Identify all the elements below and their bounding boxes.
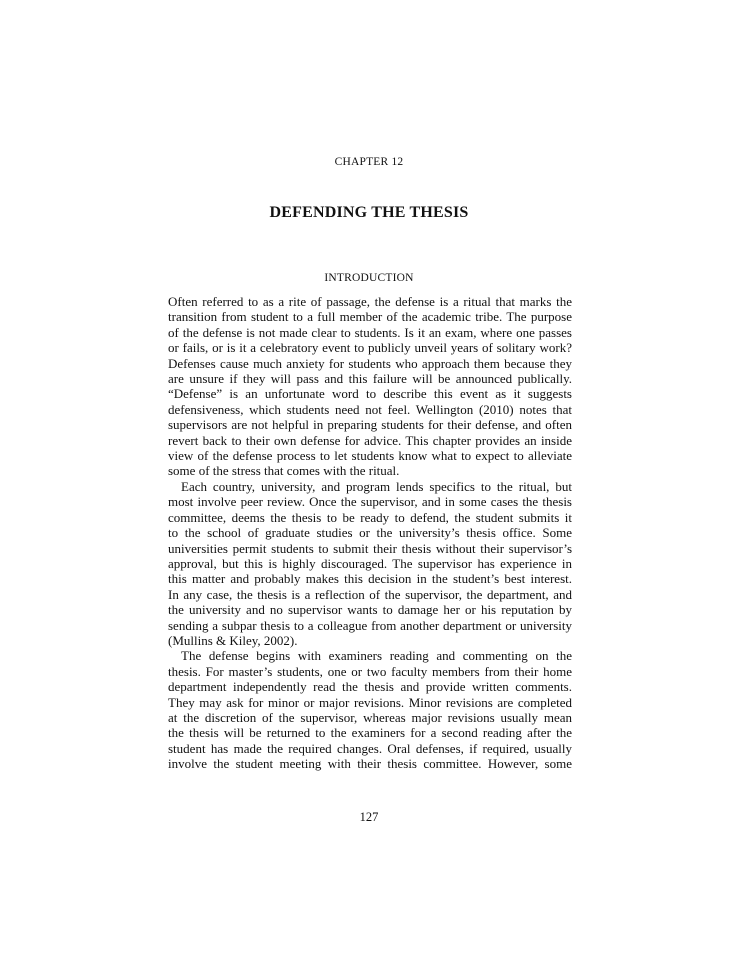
text-line: view of the defense process to let students know what to expect to alleviate bbox=[168, 448, 572, 464]
paragraph-1 bbox=[168, 294, 572, 479]
text-line: universities permit students to submit their thesis without their supervisor’s bbox=[168, 540, 572, 556]
text-line: defensiveness, which students need not feel. Wellington (2010) notes that bbox=[168, 401, 572, 417]
text-line: The defense begins with examiners reading and commenting on the bbox=[181, 648, 572, 664]
text-line: to the school of graduate studies or the university’s thesis office. Some bbox=[168, 525, 572, 541]
paragraph-3 bbox=[168, 648, 572, 771]
text-line: They may ask for minor or major revisions. Minor revisions are completed bbox=[168, 694, 572, 710]
text-line: In any case, the thesis is a reflection of the supervisor, the department, and bbox=[168, 586, 572, 602]
paragraph-2 bbox=[168, 479, 572, 648]
text-line: department independently read the thesis and provide written comments. bbox=[168, 679, 572, 695]
text-line: sending a subpar thesis to a colleague from another department or university bbox=[168, 617, 572, 633]
text-line: the thesis will be returned to the examiners for a second reading after the bbox=[168, 725, 572, 741]
text-line: are unsure if they will pass and this failure will be announced publically. bbox=[168, 371, 572, 387]
chapter-label: CHAPTER 12 bbox=[334, 156, 404, 168]
text-line: or fails, or is it a celebratory event to publicly unveil years of solitary work? bbox=[168, 340, 572, 356]
text-line: some of the stress that comes with the ritual. bbox=[168, 463, 400, 479]
section-heading: INTRODUCTION bbox=[324, 272, 414, 284]
text-line: approval, but this is highly discouraged. The supervisor has experience in bbox=[168, 555, 572, 571]
text-line: supervisors are not helpful in preparing students for their defense, and often bbox=[168, 417, 572, 433]
text-line: student has made the required changes. Oral defenses, if required, usually bbox=[168, 740, 572, 756]
text-line: (Mullins & Kiley, 2002). bbox=[168, 632, 298, 648]
text-line: revert back to their own defense for advice. This chapter provides an inside bbox=[168, 432, 572, 448]
text-line: the university and no supervisor wants to damage her or his reputation by bbox=[168, 602, 572, 618]
text-line: transition from student to a full member of the academic tribe. The purpose bbox=[168, 309, 572, 325]
text-line: Often referred to as a rite of passage, the defense is a ritual that marks the bbox=[168, 294, 572, 309]
chapter-title: DEFENDING THE THESIS bbox=[269, 204, 469, 221]
text-line: “Defense” is an unfortunate word to describe this event as it suggests bbox=[168, 386, 572, 402]
text-line: Each country, university, and program lends specifics to the ritual, but bbox=[181, 478, 572, 494]
body-text bbox=[168, 294, 572, 772]
text-line: of the defense is not made clear to students. Is it an exam, where one passes bbox=[168, 324, 572, 340]
page-number: 127 bbox=[359, 810, 379, 824]
text-line: most involve peer review. Once the supervisor, and in some cases the thesis bbox=[168, 494, 572, 510]
text-line: committee, deems the thesis to be ready to defend, the student submits it bbox=[168, 509, 572, 525]
text-line: this matter and probably makes this decision in the student’s best interest. bbox=[168, 571, 572, 587]
text-line: at the discretion of the supervisor, whereas major revisions usually mean bbox=[168, 709, 572, 725]
text-line: Defenses cause much anxiety for students who approach them because they bbox=[168, 355, 572, 371]
text-line: thesis. For master’s students, one or two faculty members from their home bbox=[168, 663, 572, 679]
text-line: involve the student meeting with their thesis committee. However, some bbox=[168, 756, 572, 772]
